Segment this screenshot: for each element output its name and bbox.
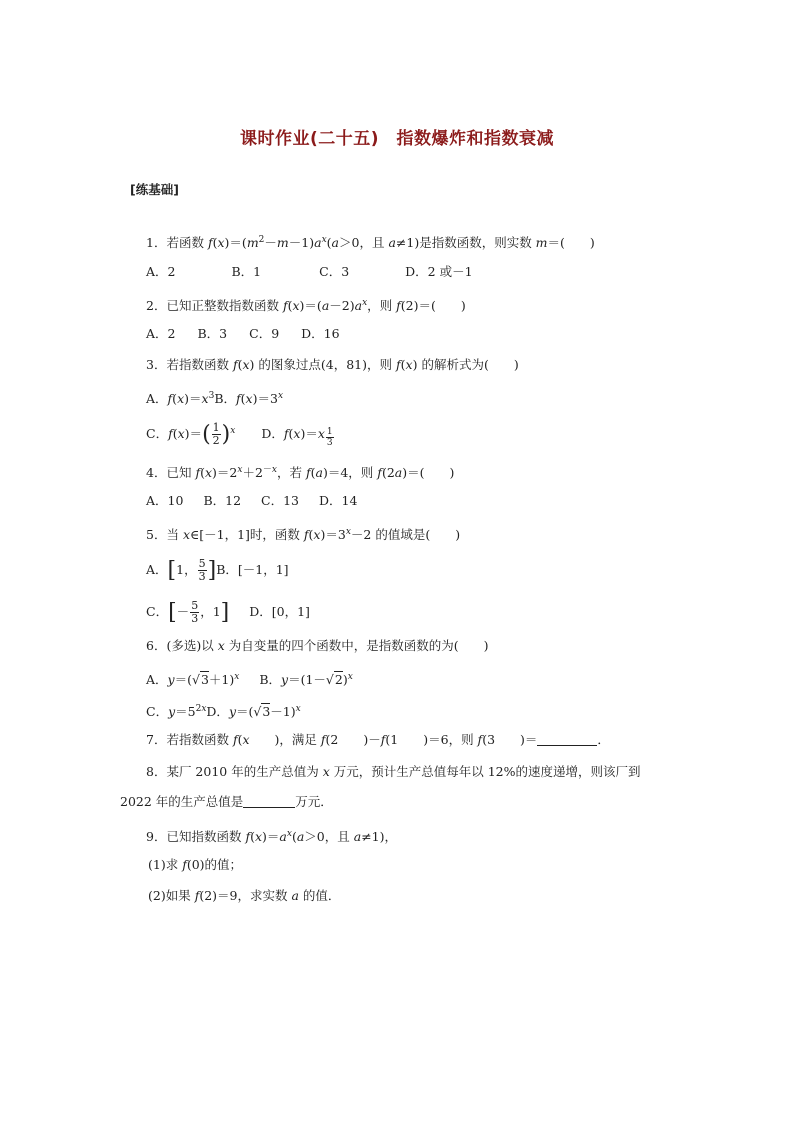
question-1-options [146, 263, 473, 281]
option-b: B．3 [197, 326, 228, 341]
question-8-line-2: 2022 年的生产总值是 万元． [120, 794, 333, 809]
question-4-stem: 4．已知 $f(x)=2^x+2^{-x}$，若 f(a)＝4，则 f(2a)＝( ) [146, 465, 455, 481]
question-9-part-2: (2)如果 f(2)＝9，求实数 a 的值． [148, 888, 341, 903]
question-3-stem: 3．若指数函数 f(x) 的图象过点(4，81)，则 f(x) 的解析式为( ) [146, 357, 519, 372]
question-5-options-cd: C．[－ $\frac{5}{3}$ ，1] D．[0，1] [146, 599, 310, 625]
question-7-stem: 7．若指数函数 f(x )，满足 f(2 )－f(1 )＝6，则 f(3 )＝ ． [146, 732, 610, 747]
option-a: A．10 [146, 493, 184, 508]
option-b: B．12 [203, 493, 242, 508]
question-6-options-ab: A．$y=(√3+1)^x$ B．$y=(1-√2)^x$ [146, 672, 353, 688]
question-5-options-ab: A．[1， $\frac{5}{3}$ ]B．[－1，1] [146, 557, 289, 583]
option-d: D．16 [301, 326, 340, 341]
option-a: A．2 [146, 264, 176, 279]
question-1-stem: 1．若函数 $f(x)=(m^2-m-1)a^x(a>0$，且 a≠1)是指数函数，则实数 m＝( ) [146, 235, 595, 251]
page-title: 课时作业(二十五) 指数爆炸和指数衰减 [239, 129, 555, 149]
option-c: C．13 [261, 493, 300, 508]
option-c: C．9 [249, 326, 280, 341]
option-a: A．2 [146, 326, 176, 341]
question-2-stem: 2．已知正整数指数函数 $f(x)=(a-2)a^x$，则 f(2)＝( ) [146, 298, 466, 314]
question-9-stem: 9．已知指数函数 $f(x)=a^x(a>0$，且 a≠1)， [146, 829, 397, 845]
option-c: C．3 [319, 264, 350, 279]
question-8-line-1: 8．某厂 2010 年的生产总值为 x 万元，预计生产总值每年以 12%的速度递增，则该厂到 [146, 764, 641, 779]
answer-blank[interactable] [243, 794, 295, 808]
section-heading: [练基础] [130, 182, 179, 197]
question-2-options [146, 325, 340, 343]
option-b: B．1 [231, 264, 262, 279]
option-d: D．2 或－1 [405, 264, 473, 279]
question-9-part-1: (1)求 f(0)的值； [148, 857, 243, 872]
option-d: D．14 [319, 493, 358, 508]
question-3-options-cd: C．f(x)＝( $\frac{1}{2}$ )$^x$ D．f(x)＝x $\frac{1}{3}$ [146, 421, 333, 449]
answer-blank[interactable] [537, 732, 597, 746]
question-6-options-cd: C．$y=5^{2x}D$．$y=(√3-1)^x$ [146, 704, 301, 720]
question-5-stem: 5．当 x∈[－1，1]时，函数 $f(x)=3^x-2$ 的值域是( ) [146, 527, 461, 543]
question-3-options-ab: A．$f(x)=x^3B$．$f(x)=3^x$ [146, 391, 284, 407]
question-6-stem: 6．(多选)以 x 为自变量的四个函数中，是指数函数的为( ) [146, 638, 489, 653]
question-4-options [146, 492, 357, 510]
